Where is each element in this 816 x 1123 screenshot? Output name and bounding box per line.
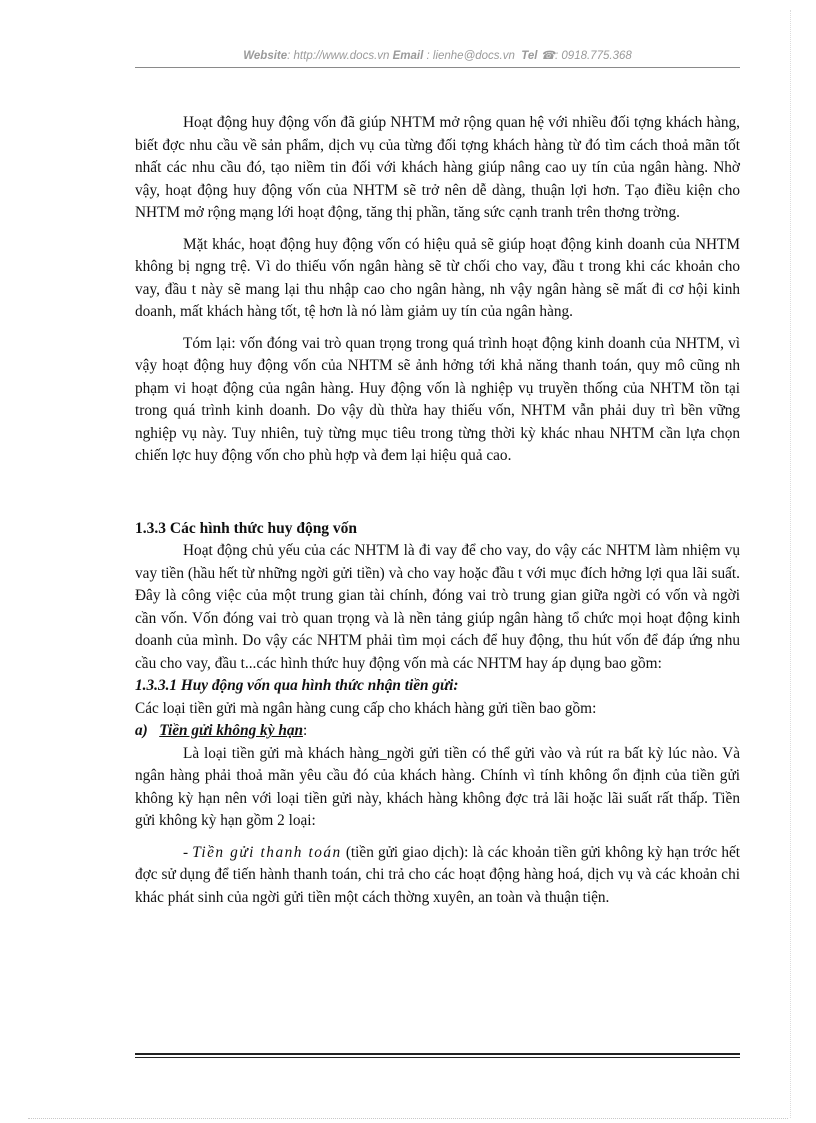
- page-header: [135, 48, 740, 68]
- paragraph-4: Hoạt động chủ yếu của các NHTM là đi vay để cho vay, do vậy các NHTM làm nhiệm vụ vay tiền (hầu hết từ những ngời gửi tiền) và cho vay hoặc đầu t với mục đích hởng lợi qua lãi suất. Đây là công việc của một trung gian tài chính, đóng vai trò trung gian giữa ngời có vốn và ngời cần vốn. Vốn đóng vai trò quan trọng và là nền tảng giúp ngân hàng tổ chức mọi hoạt động kinh doanh của mình. Do vậy các NHTM phải tìm mọi cách để huy động, thu hút vốn để đáp ứng nhu cầu cho vay, đầu t...các hình thức huy động vốn mà các NHTM hay áp dụng bao gồm:: [135, 542, 740, 672]
- subsection-title: 1.3.3.1 Huy động vốn qua hình thức nhận tiền gửi:: [135, 677, 459, 694]
- paragraph-1: Hoạt động huy động vốn đã giúp NHTM mở rộng quan hệ với nhiều đối tợng khách hàng, biết đợc nhu cầu về sản phẩm, dịch vụ của từng đối tợng khách hàng từ đó tìm cách thoả mãn tốt nhất các nhu cầu đó, tạo niềm tin đối với khách hàng giúp nâng cao uy tín của ngân hàng. Nhờ vậy, hoạt động huy động vốn của NHTM sẽ trở nên dễ dàng, thuận lợi hơn. Tạo điều kiện cho NHTM mở rộng mạng lới hoạt động, tăng thị phần, tăng sức cạnh tranh trên thơng trờng.: [135, 114, 740, 221]
- tel-value: ☎: 0918.775.368: [540, 50, 632, 62]
- footer-divider-thin: [135, 1057, 740, 1058]
- footer-divider-thick: [135, 1053, 740, 1055]
- paragraph-5: Các loại tiền gửi mà ngân hàng cung cấp cho khách hàng gửi tiền bao gồm:: [135, 699, 597, 717]
- website-label: Website: [243, 50, 288, 62]
- header-divider: [135, 67, 740, 68]
- website-value: : http://www.docs.vn: [287, 50, 390, 62]
- paragraph-7: [135, 842, 740, 910]
- email-value: : lienhe@docs.vn: [426, 50, 515, 62]
- page-border-bottom: [28, 1118, 788, 1119]
- p7-term: Tiền gửi thanh toán: [192, 843, 342, 861]
- tel-label: Tel: [521, 50, 538, 62]
- item-a-label: a): [135, 722, 148, 739]
- p7-prefix: -: [183, 843, 193, 861]
- item-a-title: Tiền gửi không kỳ hạn: [159, 722, 303, 739]
- p7-rest: (tiền gửi giao dịch): là các khoản tiền gửi không kỳ hạn trớc hết đợc sử dụng để tiến hành thanh toán, chi trả cho các hoạt động hàng hoá, dịch vụ và các khoản chi khác phát sinh của ngời gửi tiền một cách thờng xuyên, an toàn và thuận tiện.: [135, 843, 741, 906]
- document-body: [135, 112, 740, 909]
- paragraph-6: Là loại tiền gửi mà khách hàng_ngời gửi tiền có thể gửi vào và rút ra bất kỳ lúc nào. Và ngân hàng phải thoả mãn yêu cầu đó của khách hàng. Chính vì tính không ổn định của tiền gửi không kỳ hạn nên với loại tiền gửi này, khách hàng không đợc trả lãi hoặc lãi suất rất thấp. Tiền gửi không kỳ hạn gồm 2 loại:: [135, 744, 740, 829]
- section-title: 1.3.3 Các hình thức huy động vốn: [135, 519, 358, 537]
- paragraph-2: Mặt khác, hoạt động huy động vốn có hiệu quả sẽ giúp hoạt động kinh doanh của NHTM không bị ngng trệ. Vì do thiếu vốn ngân hàng sẽ từ chối cho vay, đầu t trong khi các khoản cho vay, đầu t này sẽ mang lại thu nhập cao cho ngân hàng, nh vậy ngân hàng sẽ mất đi cơ hội kinh doanh, mất khách hàng tốt, tệ hơn là nó làm giảm uy tín của ngân hàng.: [135, 235, 740, 320]
- page-border-right: [790, 10, 791, 1118]
- item-a-heading: [135, 720, 740, 743]
- item-a-colon: :: [302, 722, 308, 739]
- email-label: Email: [392, 50, 424, 62]
- paragraph-3: Tóm lại: vốn đóng vai trò quan trọng trong quá trình hoạt động kinh doanh của NHTM, vì vậy hoạt động huy động vốn của NHTM sẽ ảnh hởng tới khả năng thanh toán, quy mô cũng nh phạm vi hoạt động của ngân hàng. Huy động vốn là nghiệp vụ truyền thống của NHTM tồn tại trong quá trình kinh doanh. Do vậy dù thừa hay thiếu vốn, NHTM vẫn phải duy trì bền vững nghiệp vụ này. Tuy nhiên, tuỳ từng mục tiêu trong từng thời kỳ khác nhau NHTM cần lựa chọn chiến lợc huy động vốn cho phù hợp và đem lại hiệu quả cao.: [135, 334, 740, 464]
